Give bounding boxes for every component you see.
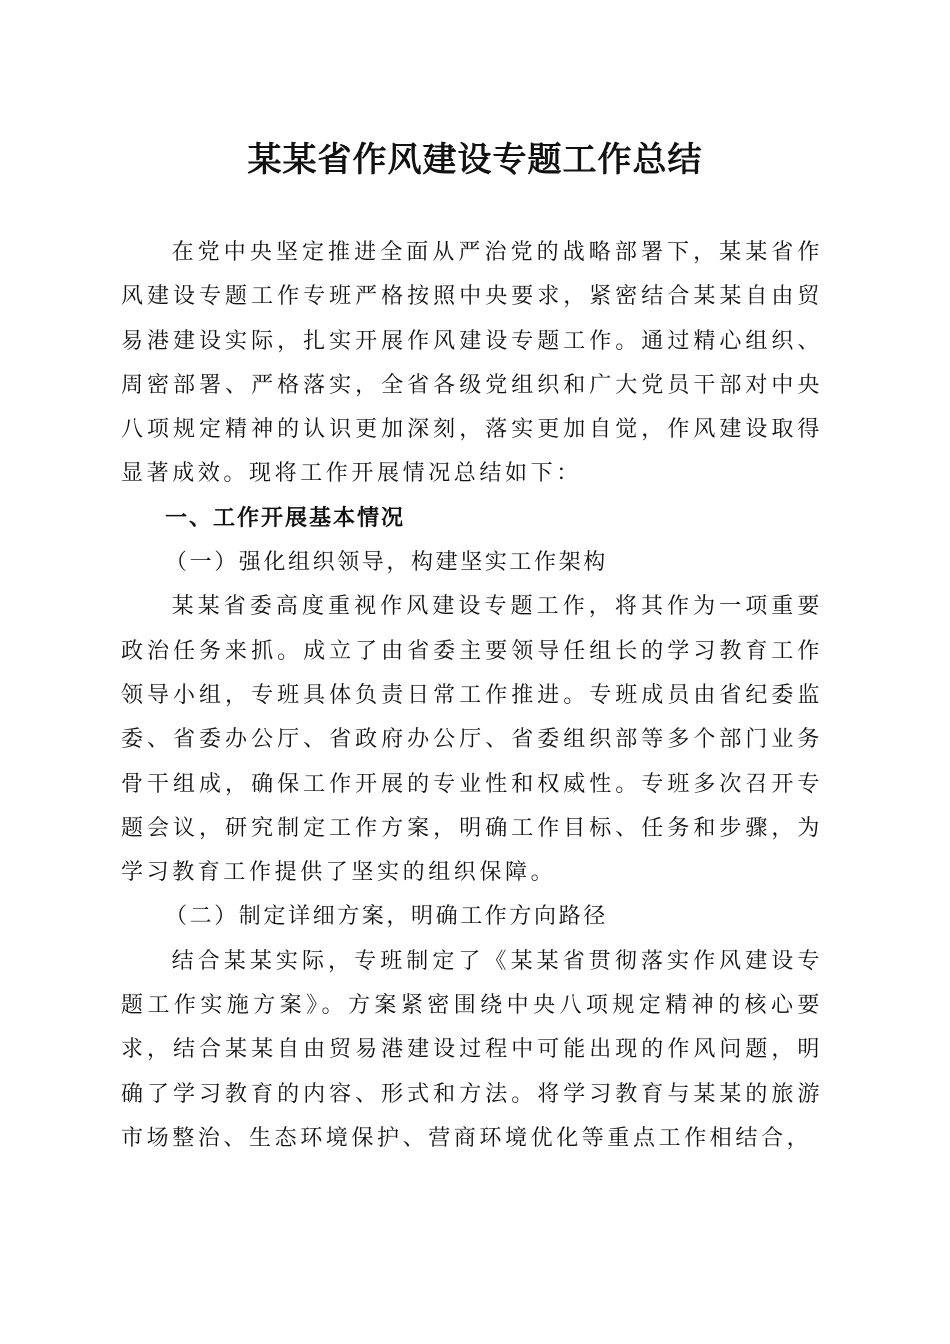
subsection-heading-1: （一）强化组织领导，构建坚实工作架构 — [165, 550, 608, 576]
body-paragraph: 结合某某实际，专班制定了《某某省贯彻落实作风建设专题工作实施方案》。方案紧密围绕中央八项规定精神的核心要求，结合某某自由贸易港建设过程中可能出现的作风问题，明确了学习教育的内容、形式和方法。将学习教育与某某的旅游市场整治、生态环境保护、营商环境优化等重点工作相结合， — [121, 948, 823, 1151]
section-heading-1: 一、工作开展基本情况 — [165, 505, 406, 531]
document-body — [121, 231, 823, 1161]
intro-paragraph: 在党中央坚定推进全面从严治党的战略部署下，某某省作风建设专题工作专班严格按照中央要求，紧密结合某某自由贸易港建设实际，扎实开展作风建设专题工作。通过精心组织、周密部署、严格落实，全省各级党组织和广大党员干部对中央八项规定精神的认识更加深刻，落实更加自觉，作风建设取得显著成效。现将工作开展情况总结如下： — [121, 240, 823, 487]
subsection-heading-2: （二）制定详细方案，明确工作方向路径 — [165, 904, 608, 930]
body-paragraph: 某某省委高度重视作风建设专题工作，将其作为一项重要政治任务来抓。成立了由省委主要领导任组长的学习教育工作领导小组，专班具体负责日常工作推进。专班成员由省纪委监委、省委办公厅、省政府办公厅、省委组织部等多个部门业务骨干组成，确保工作开展的专业性和权威性。专班多次召开专题会议，研究制定工作方案，明确工作目标、任务和步骤，为学习教育工作提供了坚实的组织保障。 — [121, 594, 823, 886]
document-title: 某某省作风建设专题工作总结 — [247, 140, 703, 180]
